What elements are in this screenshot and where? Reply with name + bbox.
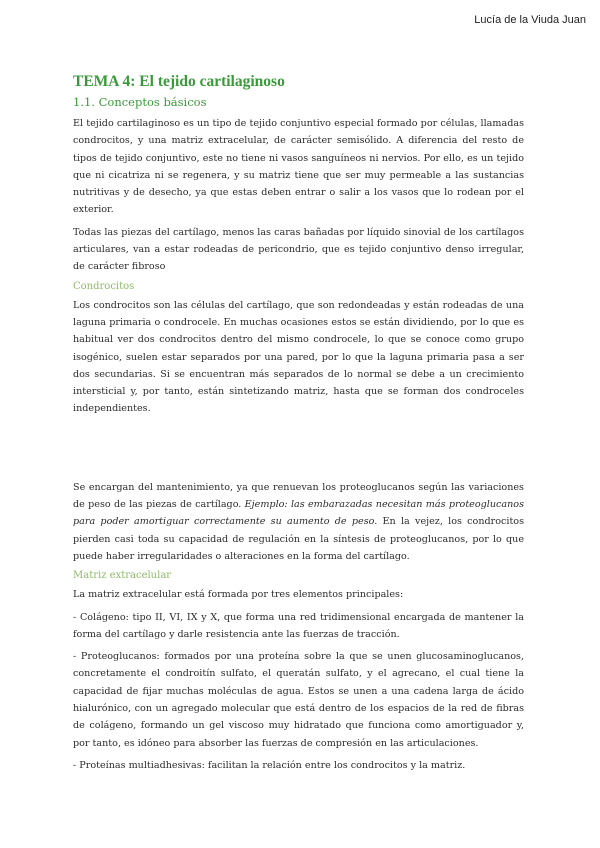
section-title: 1.1. Conceptos básicos (73, 95, 207, 109)
matriz-heading: Matriz extracelular (73, 570, 172, 582)
page-title: TEMA 4: El tejido cartilaginoso (73, 73, 285, 90)
condrocitos-paragraph-1: Los condrocitos son las células del cartílago, que son redondeadas y están rodeadas de una laguna primaria o condrocele. En muchas ocasiones estos se están dividiendo, por lo que es habitual ver dos condrocitos dentro del mismo condrocele, lo que se conoce como grupo isogénico, suelen estar separados por una pared, por lo que la laguna primaria pasa a ser dos secundarias. Si se encuentran más separados de lo normal se debe a un crecimiento intersticial y, por tanto, están sintetizando matriz, hasta que se forman dos condroceles independientes. (73, 299, 524, 415)
matriz-item-colageno: - Colágeno: tipo II, VI, IX y X, que forma una red tridimensional encargada de mantener la forma del cartílago y darle resistencia ante las fuerzas de tracción. (73, 611, 524, 640)
matriz-item-proteinas: - Proteínas multiadhesivas: facilitan la relación entre los condrocitos y la matriz. (73, 759, 466, 771)
intro-paragraph-2: Todas las piezas del cartílago, menos las caras bañadas por líquido sinovial de los cartílagos articulares, van a estar rodeadas de pericondrio, que es tejido conjuntivo denso irregular, de carácter fibroso (73, 226, 524, 273)
paragraph-text: En la vejez, los condrocitos pierden casi toda su capacidad de regulación en la síntesis de proteoglucanos, por lo que puede haber irregularidades o alteraciones en la forma del cartílago. (73, 516, 524, 562)
condrocitos-paragraph-2 (73, 479, 524, 565)
intro-paragraph-1: El tejido cartilaginoso es un tipo de tejido conjuntivo especial formado por células, llamadas condrocitos, y una matriz extracelular, de carácter semisólido. A diferencia del resto de tipos de tejido conjuntivo, este no tiene ni vasos sanguíneos ni nervios. Por ello, es un tejido que ni cicatriza ni se regenera, y su matriz tiene que ser muy permeable a las sustancias nutritivas y de desecho, ya que estas deben entrar o salir a los vasos que lo rodean por el exterior. (73, 118, 524, 216)
matriz-intro: La matriz extracelular está formada por tres elementos principales: (73, 589, 404, 601)
paragraph-text: Se encargan del mantenimiento, ya que renuevan los proteoglucanos según las variaciones de peso de las piezas de cartílago. (73, 481, 524, 511)
condrocitos-heading: Condrocitos (73, 280, 135, 292)
blank-space (73, 423, 524, 479)
matriz-item-proteoglucanos: - Proteoglucanos: formados por una proteína sobre la que se unen glucosaminoglucanos, concretamente el condroitín sulfato, el queratán sulfato, y el agrecano, el cual tiene la capacidad de fijar muchas moléculas de agua. Estos se unen a una cadena larga de ácido hialurónico, con un agregado molecular que está dentro de los espacios de la red de fibras de colágeno, formando un gel viscoso muy hidratado que funciona como amortiguador y, por tanto, es idóneo para absorber las fuerzas de compresión en las articulaciones. (73, 651, 524, 749)
document-body (73, 73, 524, 779)
author-name: Lucía de la Viuda Juan (474, 14, 586, 26)
example-text: Ejemplo: las embarazadas necesitan más proteoglucanos para poder amortiguar correctamente su aumento de peso. (73, 499, 524, 528)
